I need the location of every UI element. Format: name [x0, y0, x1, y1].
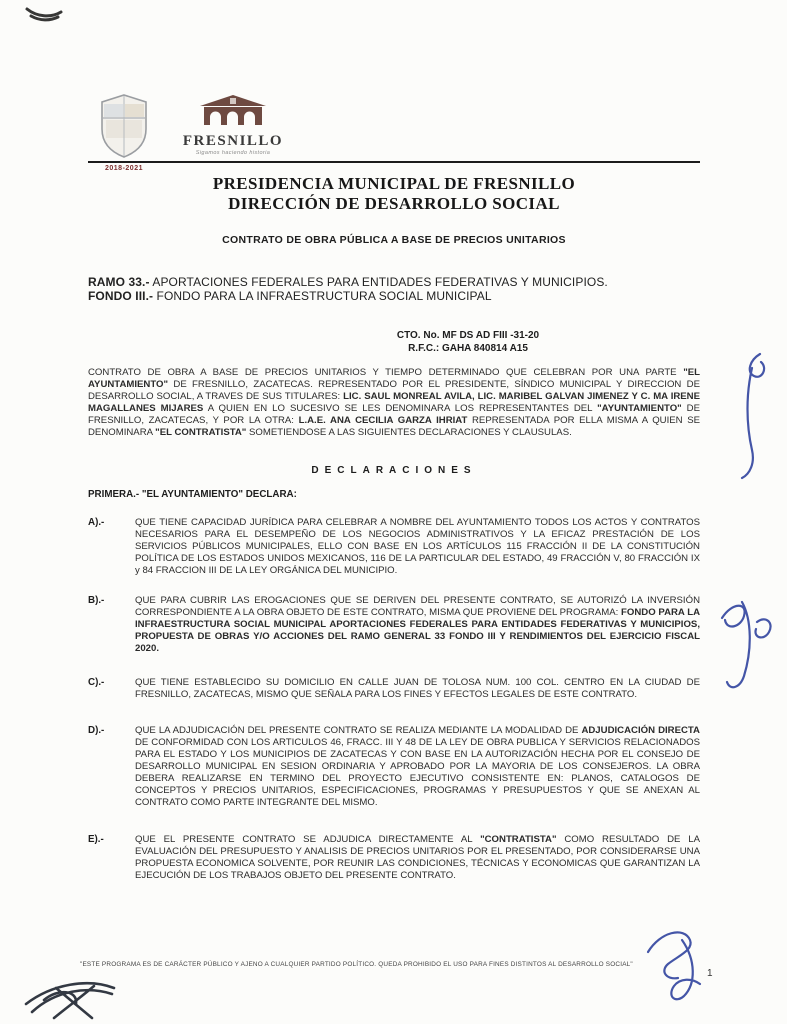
clause-a-label: A).-	[88, 517, 105, 528]
signature-ink-bottom-left-3	[56, 988, 92, 1018]
clause-e-label: E).-	[88, 834, 104, 845]
fresnillo-logo	[178, 93, 288, 156]
page-number: 1	[707, 968, 713, 979]
ramo-line2: FONDO III.- FONDO PARA LA INFRAESTRUCTURA SOCIAL MUNICIPAL	[88, 289, 492, 303]
intro-paragraph: CONTRATO DE OBRA A BASE DE PRECIOS UNITARIOS Y TIEMPO DETERMINADO QUE CELEBRAN POR UNA PARTE "EL AYUNTAMIENTO" DE FRESNILLO, ZACATECAS. REPRESENTADO POR EL PRESIDENTE, SÍNDICO MUNICIPAL Y DIRECCION DE DESARROLLO SOCIAL, A TRAVES DE SUS TITULARES: LIC. SAUL MONREAL AVILA, LIC. MARIBEL GALVAN JIMENEZ Y C. MA IRENE MAGALLANES MIJARES A QUIEN EN LO SUCESIVO SE LES DENOMINARA LOS REPRESENTANTES DEL "AYUNTAMIENTO" DE FRESNILLO, ZACATECAS, Y POR LA OTRA: L.A.E. ANA CECILIA GARZA IHRIAT REPRESENTADA POR ELLA MISMA A QUIEN SE DENOMINARA "EL CONTRATISTA" SOMETIENDOSE A LAS SIGUIENTES DECLARACIONES Y CLAUSULAS.	[88, 367, 701, 438]
clause-c-label: C).-	[88, 677, 105, 688]
signature-ink-right-top	[750, 354, 764, 377]
clause-a	[88, 517, 700, 577]
signature-ink-bottom-left-2	[32, 990, 112, 1012]
signature-ink-right-top-tail	[742, 368, 753, 478]
header-divider-line	[88, 161, 700, 163]
contract-subtitle: CONTRATO DE OBRA PÚBLICA A BASE DE PRECIOS UNITARIOS	[222, 234, 566, 246]
signature-ink-bottom-left-1	[26, 983, 114, 1004]
footer-disclaimer: "ESTE PROGRAMA ES DE CARÁCTER PÚBLICO Y AJENO A CUALQUIER PARTIDO POLÍTICO. QUEDA PROHIBIDO EL USO PARA FINES DISTINTOS AL DESARROLLO SOCIAL"	[80, 961, 633, 968]
contract-number: CTO. No. MF DS AD FIII -31-20	[396, 330, 540, 341]
clause-b-text: QUE PARA CUBRIR LAS EROGACIONES QUE SE DERIVEN DEL PRESENTE CONTRATO, SE AUTORIZÓ LA INVERSIÓN CORRESPONDIENTE A LA OBRA OBJETO DE ESTE CONTRATO, MISMA QUE PROVIENE DEL PROGRAMA: FONDO PARA LA INFRAESTRUCTURA SOCIAL MUNICIPAL APORTACIONES FEDERALES PARA ENTIDADES FEDERATIVAS Y MUNICIPIOS, PROPUESTA DE OBRAS Y/O ACCIONES DEL RAMO GENERAL 33 FONDO III Y RENDIMIENTOS DEL EJERCICIO FISCAL 2020.	[135, 595, 701, 654]
signature-ink-bottom-right-1	[648, 932, 691, 978]
clause-c	[88, 677, 700, 701]
clause-b	[88, 595, 700, 655]
contract-number-block	[368, 329, 568, 355]
crest-years-label: 2018-2021	[105, 165, 143, 172]
clause-d-label: D).-	[88, 725, 105, 736]
signature-ink-right-mid-3	[755, 619, 770, 637]
ramo-line1: RAMO 33.- APORTACIONES FEDERALES PARA ENTIDADES FEDERATIVAS Y MUNICIPIOS.	[88, 275, 608, 289]
signature-ink-bottom-right-2	[671, 940, 700, 999]
scan-artifact-top-left-1	[27, 9, 61, 16]
clause-b-label: B).-	[88, 595, 105, 606]
page-title-line1: PRESIDENCIA MUNICIPAL DE FRESNILLO	[212, 174, 576, 193]
signature-ink-bottom-left-4	[54, 986, 94, 1018]
scan-artifact-top-left-2	[31, 16, 58, 20]
signature-ink-bottom-left-5	[44, 992, 76, 1004]
signature-ink-right-mid-2	[727, 602, 750, 687]
primera-heading: PRIMERA.- "EL AYUNTAMIENTO" DECLARA:	[88, 489, 297, 500]
document-body	[88, 172, 700, 882]
clause-c-text: QUE TIENE ESTABLECIDO SU DOMICILIO EN CALLE JUAN DE TOLOSA NUM. 100 COL. CENTRO EN LA CIUDAD DE FRESNILLO, ZACATECAS, MISMO QUE SEÑALA PARA LOS FINES Y EFECTOS LEGALES DE ESTE CONTRATO.	[135, 677, 700, 700]
clause-d-text: QUE LA ADJUDICACIÓN DEL PRESENTE CONTRATO SE REALIZA MEDIANTE LA MODALIDAD DE ADJUDICACIÓN DIRECTA DE CONFORMIDAD CON LOS ARTICULOS 46, FRACC. III Y 48 DE LA LEY DE OBRA PUBLICA Y SERVICIOS RELACIONADOS PARA EL ESTADO Y LOS MUNICIPIOS DE ZACATECAS Y CON BASE EN LA AUTORIZACIÓN HECHA POR EL CONSEJO DE DESARROLLO MUNICIPAL EN SESION ORDINARIA Y APROBADO POR LA MAYORIA DE LOS CONSEJEROS. LA OBRA DEBERA REALIZARSE EN TERMINO DEL PROYECTO EJECUTIVO CONSISTENTE EN: PLANOS, CATALOGOS DE CONCEPTOS Y PRECIOS UNITARIOS, ESPECIFICACIONES, PROGRAMAS Y PRESUPUESTOS Y QUE SE ANEXAN AL CONTRATO COMO PARTE INTEGRANTE DEL MISMO.	[135, 725, 700, 808]
clause-a-text: QUE TIENE CAPACIDAD JURÍDICA PARA CELEBRAR A NOMBRE DEL AYUNTAMIENTO TODOS LOS ACTOS Y CONTRATOS NECESARIOS PARA EL DESEMPEÑO DE LOS NEGOCIOS ADMINISTRATIVOS Y LA EFICAZ PRESTACIÓN DE LOS SERVICIOS PÚBLICOS MUNICIPALES, ELLO CON BASE EN LOS ARTÍCULOS 115 FRACCIÓN II DE LA CONSTITUCIÓN POLÍTICA DE LOS ESTADOS UNIDOS MEXICANOS, 116 DE LA PARTICULAR DEL ESTADO, 49 FRACCIÓN V, 80 FRACCIÓN IX y 84 FRACCION III DE LA LEY ORGÁNICA DEL MUNICIPIO.	[135, 517, 700, 576]
page-title-line2: DIRECCIÓN DE DESARROLLO SOCIAL	[228, 194, 560, 213]
clause-e-text: QUE EL PRESENTE CONTRATO SE ADJUDICA DIRECTAMENTE AL "CONTRATISTA" COMO RESULTADO DE LA EVALUACIÓN DEL PRESUPUESTO Y ANALISIS DE PRECIOS UNITARIOS POR EL PRESENTADO, POR CONSIDERARSE UNA PROPUESTA ECONOMICA SOLVENTE, POR REUNIR LAS CONDICIONES, TÉCNICAS Y ECONOMICAS QUE GARANTIZAN LA EJECUCIÓN DE LOS TRABAJOS OBJETO DEL PRESENTE CONTRATO.	[135, 834, 700, 881]
clause-d	[88, 725, 700, 809]
clause-e	[88, 834, 700, 882]
fresnillo-logo-wordmark: FRESNILLO	[182, 133, 284, 149]
signature-ink-right-mid-1	[722, 606, 745, 627]
crest-shield-icon	[96, 93, 152, 159]
declaraciones-heading: DECLARACIONES	[311, 465, 477, 476]
contract-rfc: R.F.C.: GAHA 840814 A15	[408, 343, 528, 354]
fresnillo-building-icon	[197, 93, 269, 127]
fresnillo-logo-tagline: Sigamos haciendo historia	[195, 150, 271, 156]
